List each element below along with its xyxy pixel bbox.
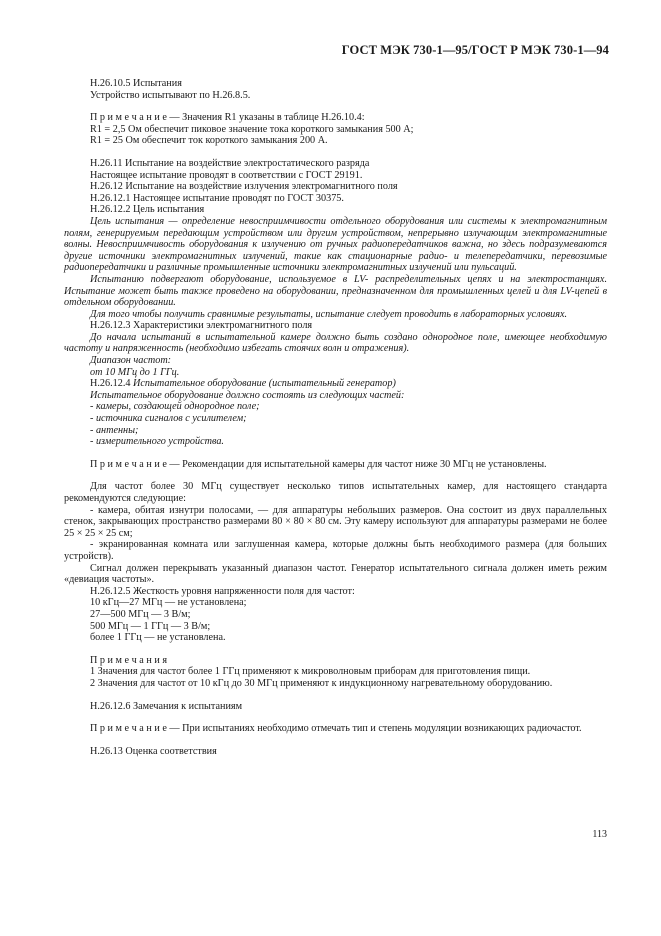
paragraph-text: Устройство испытывают по Н.26.8.5. [90,89,251,101]
paragraph-shielded-room: - экранированная комната или заглушенная камера, которые должны быть необходимого размера (для больших устройств). [64,539,607,562]
paragraph-purpose: Цель испытания — определение невосприимчивости отдельного оборудования или системы к электромагнитным полям, генерируемым передающим устройством или другим устройством, непрерывно излучающим электромагнитные волны. Невосприимчивость оборудования к излучению от ручных радиопередатчиков важна, но здесь подразумеваются другие источники электромагнитных излучений, такие как стационарные радио- и телепередатчики, перевозимые радиопередатчики и различные промышленные источники электромагнитных излучений или пульсаций. [64,215,607,274]
subsection-h26-12-4 [64,378,607,390]
note-line: R1 = 25 Ом обеспечит ток короткого замыкания 200 А. [90,135,328,147]
section-heading-h26-10-5: Н.26.10.5 Испытания [90,78,182,89]
frequency-range-value: от 10 МГц до 1 ГГц. [90,366,180,378]
subsection-title: Испытательное оборудование (испытательный генератор) [133,378,396,390]
section-heading-h26-13: Н.26.13 Оценка соответствия [90,745,217,757]
subsection-h26-12-3: Н.26.12.3 Характеристики электромагнитного поля [90,320,313,332]
note-text: — Рекомендации для испытательной камеры для частот ниже 30 МГц не установлены. [166,458,547,470]
section-heading-h26-11: Н.26.11 Испытание на воздействие электростатического разряда [90,157,370,169]
page-body [64,78,607,757]
severity-level: более 1 ГГц — не установлена. [90,632,226,644]
page-number: 113 [592,829,607,840]
equipment-intro: Испытательное оборудование должно состоять из следующих частей: [90,389,405,401]
note-text: — Значения R1 указаны в таблице Н.26.10.4: [166,112,365,124]
paragraph-lab: Для того чтобы получить сравнимые результаты, испытание следует проводить в лабораторных условиях. [90,308,568,320]
paragraph-chamber: До начала испытаний в испытательной камере должно быть создано однородное поле, имеющее необходимую частоту и напряженность (необходимо избегать стоячих волн и отражения). [64,331,607,355]
severity-level: 27—500 МГц — 3 В/м; [90,608,191,620]
paragraph-chamber-types: Для частот более 30 МГц существует несколько типов испытательных камер, для настоящего стандарта рекомендуются следующие: [64,481,607,504]
notes-label: П р и м е ч а н и я [90,654,168,666]
subsection-h26-12-2: Н.26.12.2 Цель испытания [90,204,205,216]
note-item: 1 Значения для частот более 1 ГГц применяют к микроволновым приборам для приготовления пищи. [90,666,531,678]
frequency-range-label: Диапазон частот: [90,355,172,367]
note-label: П р и м е ч а н и е [90,112,167,124]
note-block-2 [64,459,607,471]
list-item: - источника сигналов с усилителем; [90,413,247,425]
list-item: - антенны; [90,424,139,436]
note-line: R1 = 2,5 Ом обеспечит пиковое значение тока короткого замыкания 500 А; [90,123,414,135]
note-item: 2 Значения для частот от 10 кГц до 30 МГц применяют к индукционному нагревательному оборудованию. [90,677,553,689]
section-heading-h26-12: Н.26.12 Испытание на воздействие излучения электромагнитного поля [90,181,398,193]
list-item: - измерительного устройства. [90,436,224,448]
note-label: П р и м е ч а н и е [90,458,167,470]
paragraph-strip-chamber: - камера, обитая изнутри полосами, — для аппаратуры небольших размеров. Она состоит из двух параллельных стенок, закрывающих пространство размерами 80 × 80 × 80 см. Эту камеру используют для аппаратуры размерами не более 25 × 25 × 25 см; [64,504,607,539]
subsection-h26-12-1: Н.26.12.1 Настоящее испытание проводят по ГОСТ 30375. [90,192,344,204]
paragraph-signal: Сигнал должен перекрывать указанный диапазон частот. Генератор испытательного сигнала должен иметь режим «девиация частоты». [64,562,607,586]
paragraph-equipment: Испытанию подвергают оборудование, используемое в LV- распределительных цепях и на электростанциях. Испытание может быть также проведено на оборудовании, предназначенном для промышленных целей и для LV-цепей в отдельном оборудовании. [64,273,607,309]
subsection-h26-12-6: Н.26.12.6 Замечания к испытаниям [90,700,243,712]
list-item: - камеры, создающей однородное поле; [90,401,260,413]
note-block-1 [64,112,607,124]
note-label: П р и м е ч а н и е [90,723,167,735]
subsection-h26-12-5: Н.26.12.5 Жесткость уровня напряженности поля для частот: [90,585,355,597]
subsection-number: Н.26.12.4 [90,378,134,390]
document-header: ГОСТ МЭК 730-1—95/ГОСТ Р МЭК 730-1—94 [341,43,609,57]
note-block-3 [64,723,607,735]
severity-level: 500 МГц — 1 ГГц — 3 В/м; [90,620,211,632]
severity-level: 10 кГц—27 МГц — не установлена; [90,597,247,609]
paragraph-text: Настоящее испытание проводят в соответствии с ГОСТ 29191. [90,169,363,181]
note-text: — При испытаниях необходимо отмечать тип и степень модуляции возникающих радиочастот. [166,723,582,735]
